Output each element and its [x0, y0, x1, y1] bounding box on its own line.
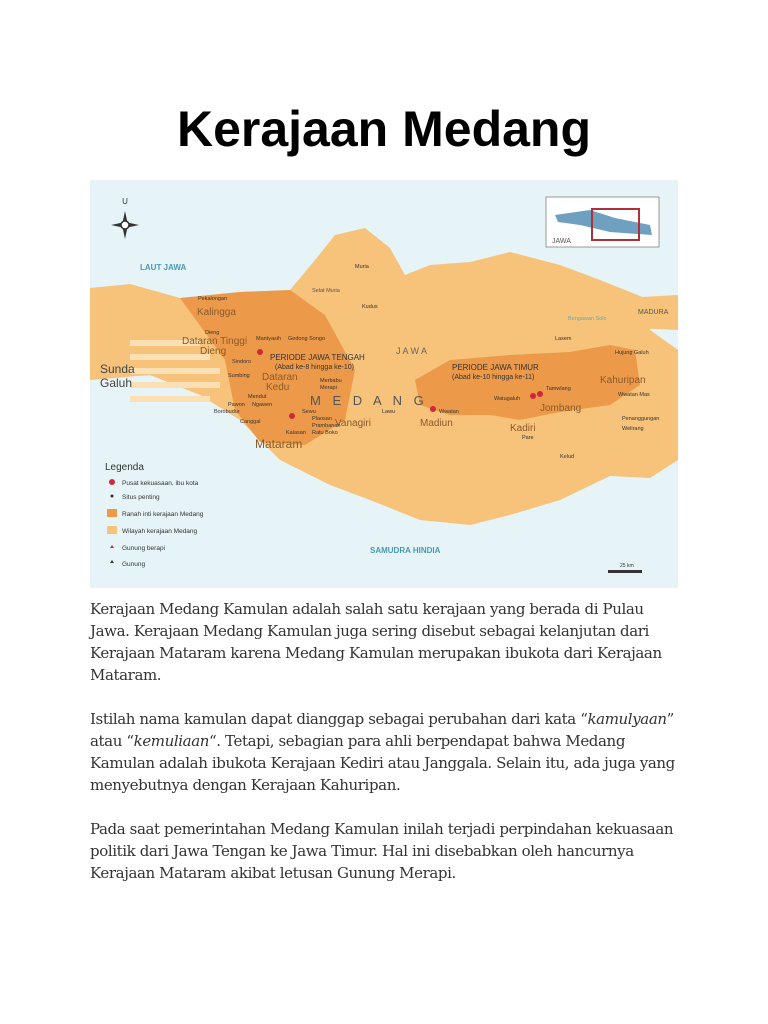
site-label: Merapi [320, 385, 337, 391]
paragraph [90, 708, 680, 796]
site-label: Sewu [302, 409, 316, 415]
site-label: Tamwlang [546, 386, 571, 392]
site-icon [111, 495, 114, 498]
site-label: Canggal [240, 419, 261, 425]
region-label: Mataram [255, 437, 303, 451]
legend-item: Ranah inti kerajaan Medang [122, 511, 204, 518]
region-label: Dataran [262, 372, 298, 383]
sea-south-label: SAMUDRA HINDIA [370, 546, 441, 555]
periode-tengah-label: PERIODE JAWA TENGAH [270, 353, 365, 362]
site-label: Pekalongan [198, 296, 228, 302]
site-label: Gedong Songo [288, 336, 326, 342]
region-label: Jombang [540, 403, 582, 414]
region-label: Kedu [266, 382, 290, 393]
region-label: Kadiri [510, 423, 536, 434]
site-label: Borobudur [214, 409, 240, 415]
site-label: Penanggungan [622, 416, 660, 422]
site-label: Ratu Boko [312, 430, 338, 436]
legend-item: Pusat kekuasaan, ibu kota [122, 480, 199, 487]
sea-north-label: LAUT JAWA [140, 263, 187, 272]
site-label: Ngawen [252, 402, 273, 408]
site-label: Kelud [560, 454, 575, 460]
legend-item: Wilayah kerajaan Medang [122, 528, 198, 535]
term-italic: kemuliaan [133, 732, 210, 750]
periode-timur-label: PERIODE JAWA TIMUR [452, 363, 539, 372]
site-label: Pare [522, 435, 534, 441]
site-label: Dieng [205, 330, 220, 336]
legend-title: Legenda [105, 462, 144, 473]
region-label: Kahuripan [600, 375, 646, 386]
capital-icon [109, 479, 115, 485]
medang-label: M E D A N G [310, 393, 428, 408]
text: “. Tetapi, sebagian para ahli berpendapat bahwa Medang Kamulan adalah ibukota Kerajaan Kediri atau Janggala. Selain itu, ada juga yang menyebutnya dengan Kerajaan Kahuripan. [90, 732, 675, 794]
site-label: Selat Muria [312, 288, 340, 294]
galuh-label: Galuh [100, 376, 133, 390]
site-label: Sindoro [232, 359, 251, 365]
page-title: Kerajaan Medang [176, 101, 591, 157]
site-label: Hujung Galuh [615, 350, 649, 356]
legend-item: Gunung berapi [122, 545, 166, 552]
periode-timur-range: (Abad ke-10 hingga ke-11) [452, 374, 535, 381]
site-label: Lasem [555, 336, 572, 342]
site-label: Muria [355, 264, 369, 270]
region-label: Vanagiri [335, 418, 371, 429]
site-label: Plaosan [312, 416, 332, 422]
site-label: Lawu [382, 409, 396, 415]
region-label: Madiun [420, 418, 453, 429]
site-label: Wwatan [439, 409, 459, 415]
site-label: Kudus [362, 304, 378, 310]
text: ” atau “ [90, 710, 674, 750]
article-body [90, 598, 680, 906]
jawa-label: J A W A [396, 346, 428, 356]
region-label: Dieng [200, 346, 227, 357]
site-label: Mantyasih [256, 336, 282, 342]
site-label: Sumbing [228, 373, 250, 379]
inset-map [546, 197, 659, 247]
site-label: Welirang [622, 426, 644, 432]
inset-label: JAWA [552, 238, 571, 245]
site-label: Prambanan [312, 423, 341, 429]
site-label: Watugaluh [494, 396, 521, 402]
legend-item: Gunung [122, 561, 146, 568]
region-label: Kalingga [197, 307, 236, 318]
paragraph: Pada saat pemerintahan Medang Kamulan inilah terjadi perpindahan kekuasaan politik dari Jawa Tengan ke Jawa Timur. Hal ini disebabkan oleh hancurnya Kerajaan Mataram akibat letusan Gunung Merapi. [90, 820, 674, 882]
site-label: Wwatan Mas [618, 392, 650, 398]
site-label: Pawon [228, 402, 245, 408]
sunda-label: Sunda [100, 362, 135, 376]
periode-tengah-range: (Abad ke-8 hingga ke-10) [275, 364, 354, 371]
core-swatch [107, 509, 117, 517]
scale-label: 25 km [620, 563, 634, 569]
paragraph: Kerajaan Medang Kamulan adalah salah satu kerajaan yang berada di Pulau Jawa. Kerajaan Medang Kamulan juga sering disebut sebagai kelanjutan dari Kerajaan Mataram karena Medang Kamulan merupakan ibukota dari Kerajaan Mataram. [90, 600, 662, 684]
text: Istilah nama kamulan dapat dianggap sebagai perubahan dari kata “ [90, 710, 588, 728]
site-label: Kalasan [286, 430, 306, 436]
madura-label: MADURA [638, 309, 669, 316]
term-italic: kamulyaan [587, 710, 667, 728]
site-label: Mendut [248, 394, 267, 400]
site-label: Merbabu [320, 378, 342, 384]
territory-swatch [107, 526, 117, 534]
site-label: Bengawan Solo [568, 316, 607, 322]
map-image [90, 180, 678, 588]
region-label: Dataran Tinggi [182, 336, 248, 347]
compass-label: U [122, 197, 128, 206]
scale-bar [608, 570, 642, 573]
legend-item: Situs penting [122, 494, 160, 501]
